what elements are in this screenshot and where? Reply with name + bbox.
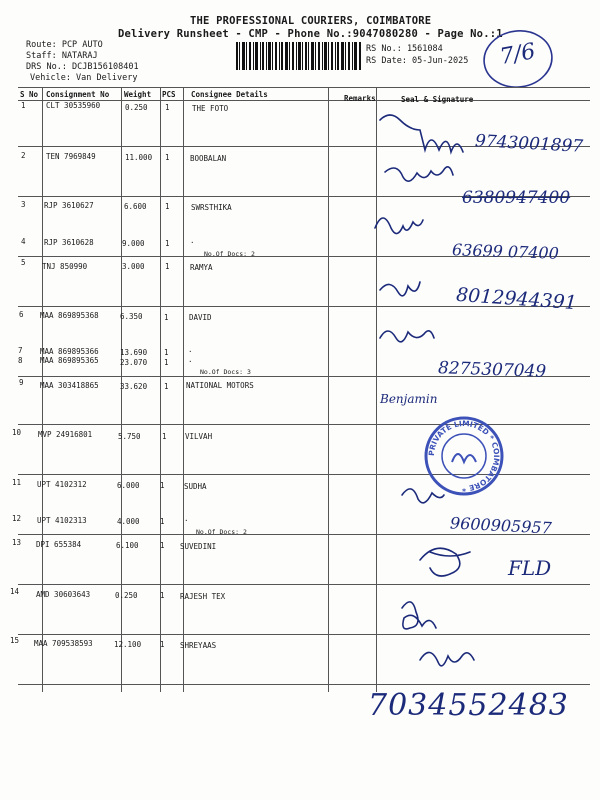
row-consignment: MAA 869895368: [40, 311, 99, 320]
row-sno: 15: [10, 636, 20, 645]
row-sno: 10: [12, 428, 22, 437]
row-weight: 23.070: [120, 358, 148, 367]
row-consignee: SUVEDINI: [180, 542, 217, 551]
row-consignment: RJP 3610627: [44, 201, 94, 210]
handwritten-s13-fld: FLD: [508, 556, 552, 580]
page-mark-text: 7/6: [498, 39, 538, 70]
route-label: Route: PCP AUTO: [26, 40, 103, 50]
row-weight: 3.000: [122, 262, 145, 271]
row-consignee: SWRSTHIKA: [191, 203, 232, 212]
row-consignment: MAA 709538593: [34, 639, 93, 648]
row-sno: 5: [21, 258, 26, 267]
docs-note: No.Of Docs: 2: [196, 528, 247, 536]
row-weight: 0.250: [115, 591, 138, 600]
handwritten-s12-number: 9600905957: [449, 513, 553, 538]
row-consignment: CLT 30535960: [46, 101, 101, 110]
row-sno: 14: [10, 587, 20, 596]
row-sno: 6: [19, 310, 24, 319]
row-consignee: .: [184, 514, 189, 523]
row-consignee: VILVAH: [185, 432, 213, 441]
row-consignment: MVP 24916801: [38, 430, 93, 439]
row-pcs: 1: [160, 591, 165, 600]
row-weight: 0.250: [125, 103, 148, 112]
row-weight: 5.750: [118, 432, 141, 441]
row-consignment: AMD 30603643: [36, 590, 91, 599]
row-pcs: 1: [165, 202, 170, 211]
handwritten-s1-number: 9743001897: [474, 131, 584, 157]
col-remarks: Remarks: [344, 94, 376, 103]
company-title: THE PROFESSIONAL COURIERS, COIMBATORE: [190, 15, 432, 27]
col-seal: Seal & Signature: [401, 95, 474, 104]
row-pcs: 1: [162, 432, 167, 441]
staff-label: Staff: NATARAJ: [26, 51, 98, 61]
row-sno: 3: [21, 200, 26, 209]
row-consignee: .: [190, 236, 195, 245]
row-sno: 8: [18, 356, 23, 365]
handwritten-footer-number: 7034552483: [368, 688, 569, 723]
row-weight: 4.000: [117, 517, 140, 526]
row-consignee: RAMYA: [190, 263, 213, 272]
row-weight: 9.000: [122, 239, 145, 248]
row-pcs: 1: [160, 481, 165, 490]
row-weight: 6.100: [116, 541, 139, 550]
row-pcs: 1: [165, 262, 170, 271]
row-sno: 2: [21, 151, 26, 160]
row-pcs: 1: [164, 348, 169, 357]
row-consignee: SUDHA: [184, 482, 207, 491]
drs-label: DRS No.: DCJB156108401: [26, 62, 139, 72]
row-consignment: TNJ 850990: [42, 262, 88, 271]
row-sno: 11: [12, 478, 22, 487]
col-consignment: Consignment No: [46, 90, 110, 99]
row-weight: 33.620: [120, 382, 148, 391]
row-pcs: 1: [165, 103, 170, 112]
stamp-text: PRIVATE LIMITED * COIMBATORE *: [426, 418, 502, 494]
row-consignment: TEN 7969849: [46, 152, 96, 161]
row-sno: 12: [12, 514, 22, 523]
row-pcs: 1: [160, 517, 165, 526]
col-pcs: PCS: [162, 90, 176, 99]
row-consignment: MAA 303418865: [40, 381, 99, 390]
docs-note: No.Of Docs: 2: [204, 250, 255, 258]
handwritten-s9-name: Benjamin: [380, 392, 438, 406]
row-consignment: RJP 3610628: [44, 238, 94, 247]
row-consignee: SHREYAAS: [180, 641, 217, 650]
row-consignee: RAJESH TEX: [180, 592, 226, 601]
company-stamp: [422, 414, 506, 498]
docs-note: No.Of Docs: 3: [200, 368, 251, 376]
handwritten-s5-number: 8012944391: [455, 283, 578, 315]
row-pcs: 1: [164, 382, 169, 391]
row-sno: 4: [21, 237, 26, 246]
runsheet-title: Delivery Runsheet - CMP - Phone No.:9047080280 - Page No.:1: [118, 28, 503, 40]
col-weight: Weight: [124, 90, 152, 99]
vehicle-label: Vehicle: Van Delivery: [30, 73, 138, 83]
row-consignee: DAVID: [189, 313, 212, 322]
row-consignee: THE FOTO: [192, 104, 229, 113]
row-consignment: MAA 869895365: [40, 356, 99, 365]
row-weight: 6.350: [120, 312, 143, 321]
row-sno: 7: [18, 346, 23, 355]
col-sno: S No: [20, 90, 39, 99]
row-pcs: 1: [160, 541, 165, 550]
row-weight: 6.000: [117, 481, 140, 490]
row-consignee: .: [188, 355, 193, 364]
row-consignment: UPT 4102313: [37, 516, 87, 525]
row-sno: 13: [12, 538, 22, 547]
row-consignment: MAA 869895366: [40, 347, 99, 356]
row-sno: 9: [19, 378, 24, 387]
row-consignee: NATIONAL MOTORS: [186, 381, 254, 390]
handwritten-s78-number: 8275307049: [437, 358, 547, 382]
row-pcs: 1: [164, 313, 169, 322]
row-consignee: BOOBALAN: [190, 154, 227, 163]
row-pcs: 1: [160, 640, 165, 649]
row-pcs: 1: [165, 239, 170, 248]
row-weight: 6.600: [124, 202, 147, 211]
row-weight: 12.100: [114, 640, 142, 649]
row-pcs: 1: [165, 153, 170, 162]
row-consignment: DPI 655384: [36, 540, 82, 549]
handwritten-s4-number: 63699 07400: [451, 240, 560, 263]
row-pcs: 1: [164, 358, 169, 367]
row-sno: 1: [21, 101, 26, 110]
col-consignee: Consignee Details: [191, 90, 268, 99]
handwritten-s3-number: 6380947400: [462, 188, 571, 208]
rs-no-label: RS No.: 1561084: [366, 44, 443, 54]
row-weight: 11.000: [125, 153, 153, 162]
rs-date-label: RS Date: 05-Jun-2025: [366, 56, 469, 66]
row-consignee: .: [188, 345, 193, 354]
row-consignment: UPT 4102312: [37, 480, 87, 489]
row-weight: 13.690: [120, 348, 148, 357]
